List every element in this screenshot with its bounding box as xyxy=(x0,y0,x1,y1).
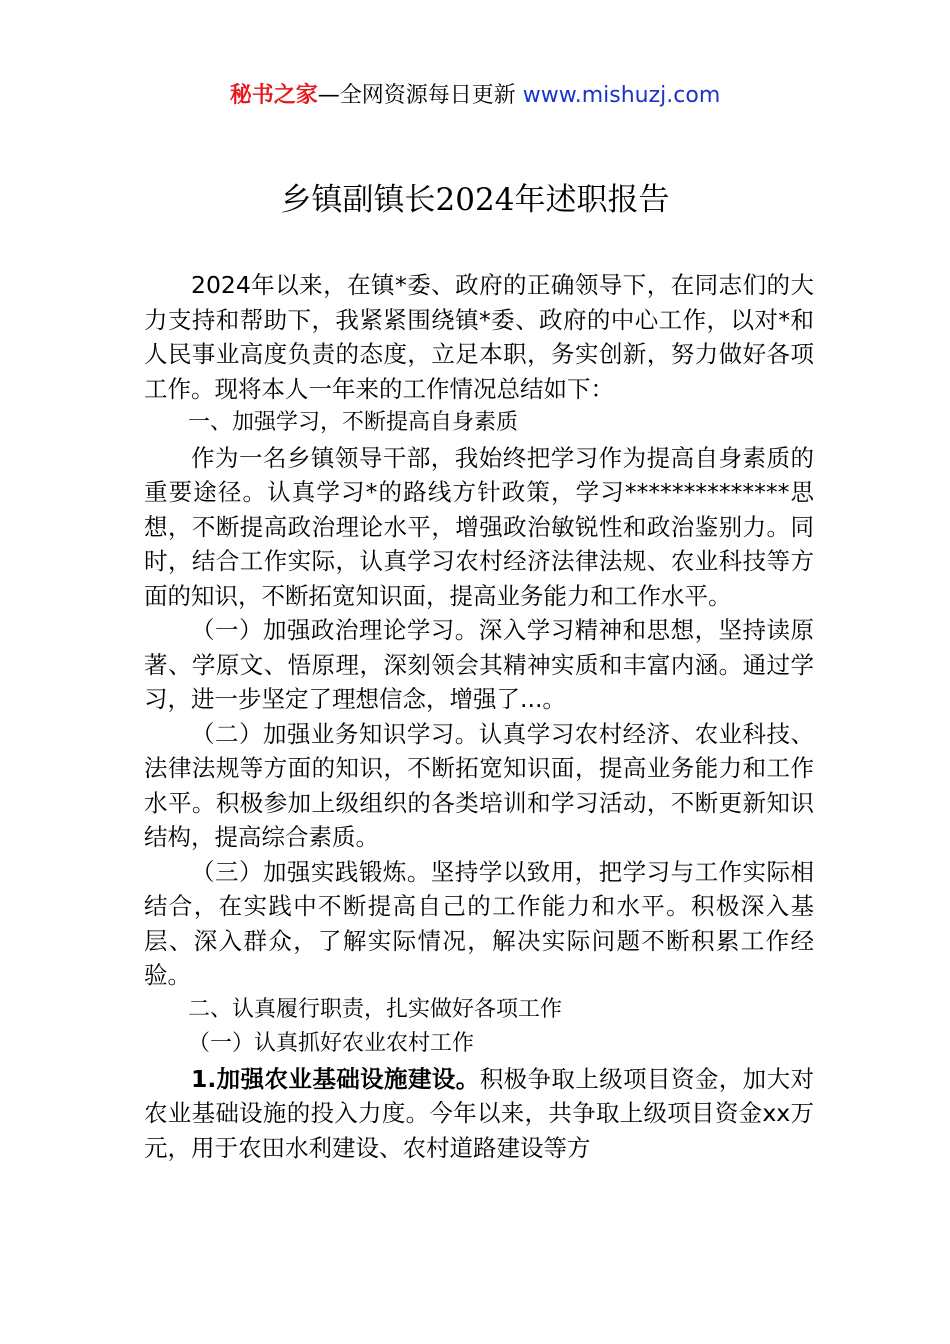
site-header xyxy=(0,80,950,112)
item-lead: 1.加强农业基础设施建设。 xyxy=(191,1064,480,1093)
subsection-paragraph: （一）加强政治理论学习。深入学习精神和思想，坚持读原著、学原文、悟原理，深刻领会其精神实质和丰富内涵。通过学习，进一步坚定了理想信念，增强了...。 xyxy=(144,616,814,713)
item-text: 积极争取上级项目资金，加大对农业基础设施的投入力度。今年以来，共争取上级项目资金xx万元，用于农田水利建设、农村道路建设等方 xyxy=(144,1064,815,1162)
item-paragraph xyxy=(144,1062,814,1166)
subsection-heading: （一）认真抓好农业农村工作 xyxy=(188,1031,475,1056)
subsection-paragraph: （三）加强实践锻炼。坚持学以致用，把学习与工作实际相结合，在实践中不断提高自己的工作能力和水平。积极深入基层、深入群众，了解实际情况，解决实际问题不断积累工作经验。 xyxy=(144,857,814,989)
subsection-paragraph: （二）加强业务知识学习。认真学习农村经济、农业科技、法律法规等方面的知识，不断拓宽知识面，提高业务能力和工作水平。积极参加上级组织的各类培训和学习活动，不断更新知识结构，提高综合素质。 xyxy=(144,719,814,851)
body-paragraph: 作为一名乡镇领导干部，我始终把学习作为提高自身素质的重要途径。认真学习*的路线方针政策，学习**************思想，不断提高政治理论水平，增强政治敏锐性和政治鉴别力。同时，结合工作实际，认真学习农村经济法律法规、农业科技等方面的知识，不断拓宽知识面，提高业务能力和工作水平。 xyxy=(144,443,814,610)
intro-paragraph: 2024年以来，在镇*委、政府的正确领导下，在同志们的大力支持和帮助下，我紧紧围绕镇*委、政府的中心工作，以对*和人民事业高度负责的态度，立足本职，务实创新，努力做好各项工作。现将本人一年来的工作情况总结如下： xyxy=(144,271,814,403)
document-body xyxy=(144,268,814,1165)
site-url[interactable]: www.mishuzj.com xyxy=(522,83,721,108)
header-tagline: —全网资源每日更新 xyxy=(317,83,523,108)
brand-name: 秘书之家 xyxy=(229,83,318,108)
section-heading-1: 一、加强学习，不断提高自身素质 xyxy=(188,410,519,435)
section-heading-2: 二、认真履行职责，扎实做好各项工作 xyxy=(188,996,563,1022)
document-title: 乡镇副镇长2024年述职报告 xyxy=(280,182,670,218)
